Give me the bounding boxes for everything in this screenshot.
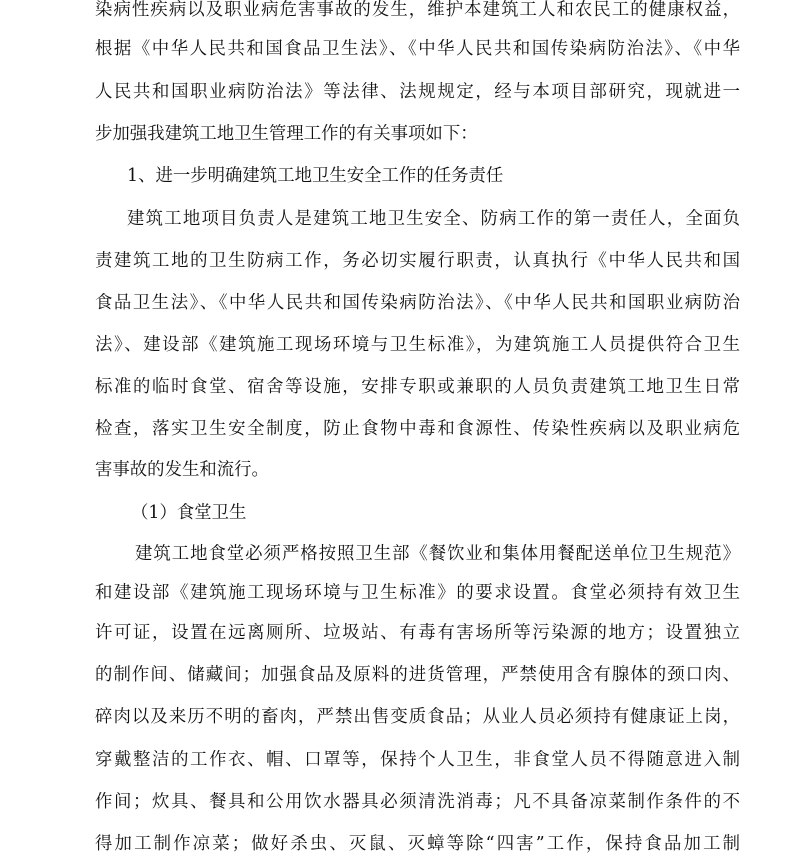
body-text-line: 建筑工地项目负责人是建筑工地卫生安全、防病工作的第一责任人，全面负: [127, 209, 740, 229]
body-text-line: 步加强我建筑工地卫生管理工作的有关事项如下：: [95, 124, 478, 144]
body-text-line: 的制作间、储藏间；加强食品及原料的进货管理，严禁使用含有腺体的颈口肉、: [95, 665, 740, 685]
body-text-line: 害事故的发生和流行。: [95, 460, 269, 480]
body-text-line: 建筑工地食堂必须严格按照卫生部《餐饮业和集体用餐配送单位卫生规范》: [135, 544, 740, 564]
section-heading: 1、进一步明确建筑工地卫生安全工作的任务责任: [127, 166, 504, 186]
body-text-line: 根据《中华人民共和国食品卫生法》、《中华人民共和国传染病防治法》、《中华: [95, 39, 740, 59]
body-text-line: 作间；炊具、餐具和公用饮水器具必须清洗消毒；凡不具备凉菜制作条件的不: [95, 792, 740, 812]
body-text-line: 染病性疾病以及职业病危害事故的发生，维护本建筑工人和农民工的健康权益，: [95, 0, 740, 20]
body-text-line: 责建筑工地的卫生防病工作，务必切实履行职责，认真执行《中华人民共和国: [95, 251, 740, 271]
body-text-line: 标准的临时食堂、宿舍等设施，安排专职或兼职的人员负责建筑工地卫生日常: [95, 377, 740, 397]
body-text-line: 许可证，设置在远离厕所、垃圾站、有毒有害场所等污染源的地方；设置独立: [95, 623, 740, 643]
body-text-line: 得加工制作凉菜；做好杀虫、灭鼠、灭蟑等除“四害”工作，保持食品加工制: [95, 834, 740, 854]
body-text-line: 人民共和国职业病防治法》等法律、法规规定，经与本项目部研究，现就进一: [95, 82, 740, 102]
body-text-line: 食品卫生法》、《中华人民共和国传染病防治法》、《中华人民共和国职业病防治: [95, 293, 740, 313]
body-text-line: 检查，落实卫生安全制度，防止食物中毒和食源性、传染性疾病以及职业病危: [95, 419, 740, 439]
body-text-line: 法》、建设部《建筑施工现场环境与卫生标准》，为建筑施工人员提供符合卫生: [95, 335, 740, 355]
body-text-line: 和建设部《建筑施工现场环境与卫生标准》的要求设置。食堂必须持有效卫生: [95, 583, 740, 603]
body-text-line: 碎肉以及来历不明的畜肉，严禁出售变质食品；从业人员必须持有健康证上岗，: [95, 707, 740, 727]
subsection-heading: （1）食堂卫生: [131, 503, 247, 523]
body-text-line: 穿戴整洁的工作衣、帽、口罩等，保持个人卫生，非食堂人员不得随意进入制: [95, 750, 740, 770]
